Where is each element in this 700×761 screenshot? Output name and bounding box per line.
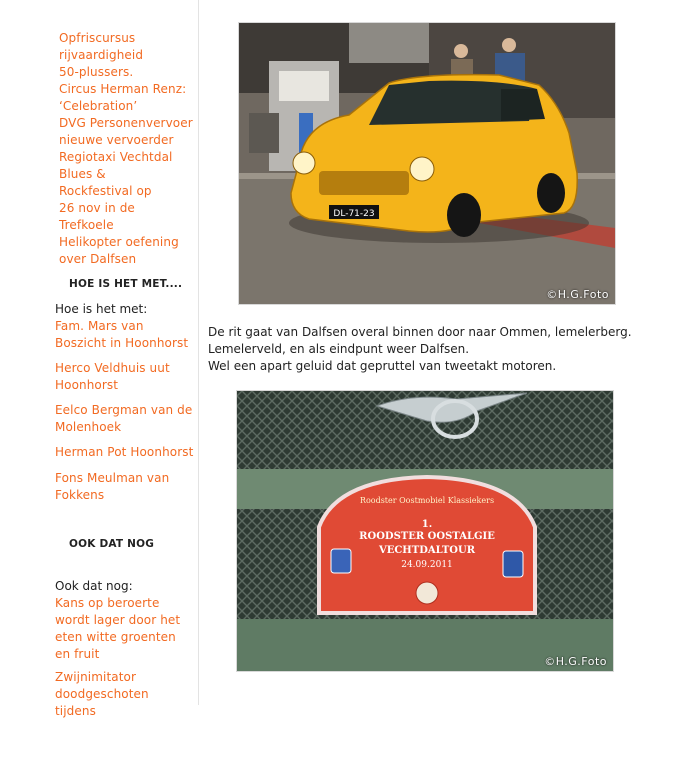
plaque-line1: ROODSTER OOSTALGIE xyxy=(359,531,495,542)
ook-link[interactable]: Zwijnimitator doodgeschoten tijdens xyxy=(55,670,149,718)
ook-link[interactable]: Kans op beroerte wordt lager door het eten witte groenten en fruit xyxy=(55,596,181,661)
rally-plaque-photo xyxy=(236,390,614,672)
caption xyxy=(208,324,632,375)
news-link[interactable]: Circus Herman Renz: ‘Celebration’ xyxy=(59,82,187,113)
news-link[interactable]: Blues & Rockfestival op 26 nov in de Trefkoele xyxy=(59,167,152,232)
hoe-link[interactable]: Eelco Bergman van de Molenhoek xyxy=(55,403,193,434)
caption-line: Lemelerveld, en als eindpunt weer Dalfsen. xyxy=(208,342,470,356)
section-heading-ook: OOK DAT NOG xyxy=(69,538,155,550)
main-content xyxy=(206,0,632,710)
photo-watermark: ©H.G.Foto xyxy=(546,288,609,301)
plaque-line2: VECHTDALTOUR xyxy=(378,545,476,556)
news-list xyxy=(59,30,199,268)
news-link[interactable]: DVG Personenvervoer nieuwe vervoerder Regiotaxi Vechtdal xyxy=(59,116,193,164)
news-link[interactable]: Helikopter oefening over Dalfsen xyxy=(59,235,179,266)
sidebar xyxy=(52,0,199,718)
plaque-number: 1. xyxy=(421,519,433,530)
section-intro: Ook dat nog: xyxy=(55,579,133,593)
hoe-link[interactable]: Herman Pot Hoonhorst xyxy=(55,445,194,459)
hoe-link[interactable]: Fons Meulman van Fokkens xyxy=(55,471,170,502)
news-link[interactable]: Opfriscursus rijvaardigheid 50-plussers. xyxy=(59,31,144,79)
trabant-photo-image xyxy=(239,23,615,304)
license-plate: DL-71-23 xyxy=(333,209,375,219)
plaque-arc-text: Roodster Oostmobiel Klassiekers xyxy=(359,496,495,505)
section-intro: Hoe is het met: xyxy=(55,302,148,316)
trabant-photo xyxy=(238,22,616,305)
hoe-link[interactable]: Fam. Mars van Boszicht in Hoonhorst xyxy=(55,319,189,350)
hoe-link[interactable]: Herco Veldhuis uut Hoonhorst xyxy=(55,361,170,392)
caption-line: De rit gaat van Dalfsen overal binnen door naar Ommen, lemelerberg. xyxy=(208,325,632,339)
caption-line: Wel een apart geluid dat gepruttel van tweetakt motoren. xyxy=(208,359,557,373)
section-heading-hoe: HOE IS HET MET.... xyxy=(69,278,183,290)
photo-watermark: ©H.G.Foto xyxy=(544,655,607,668)
plaque-date: 24.09.2011 xyxy=(401,560,453,570)
rally-plaque-image xyxy=(237,391,613,671)
